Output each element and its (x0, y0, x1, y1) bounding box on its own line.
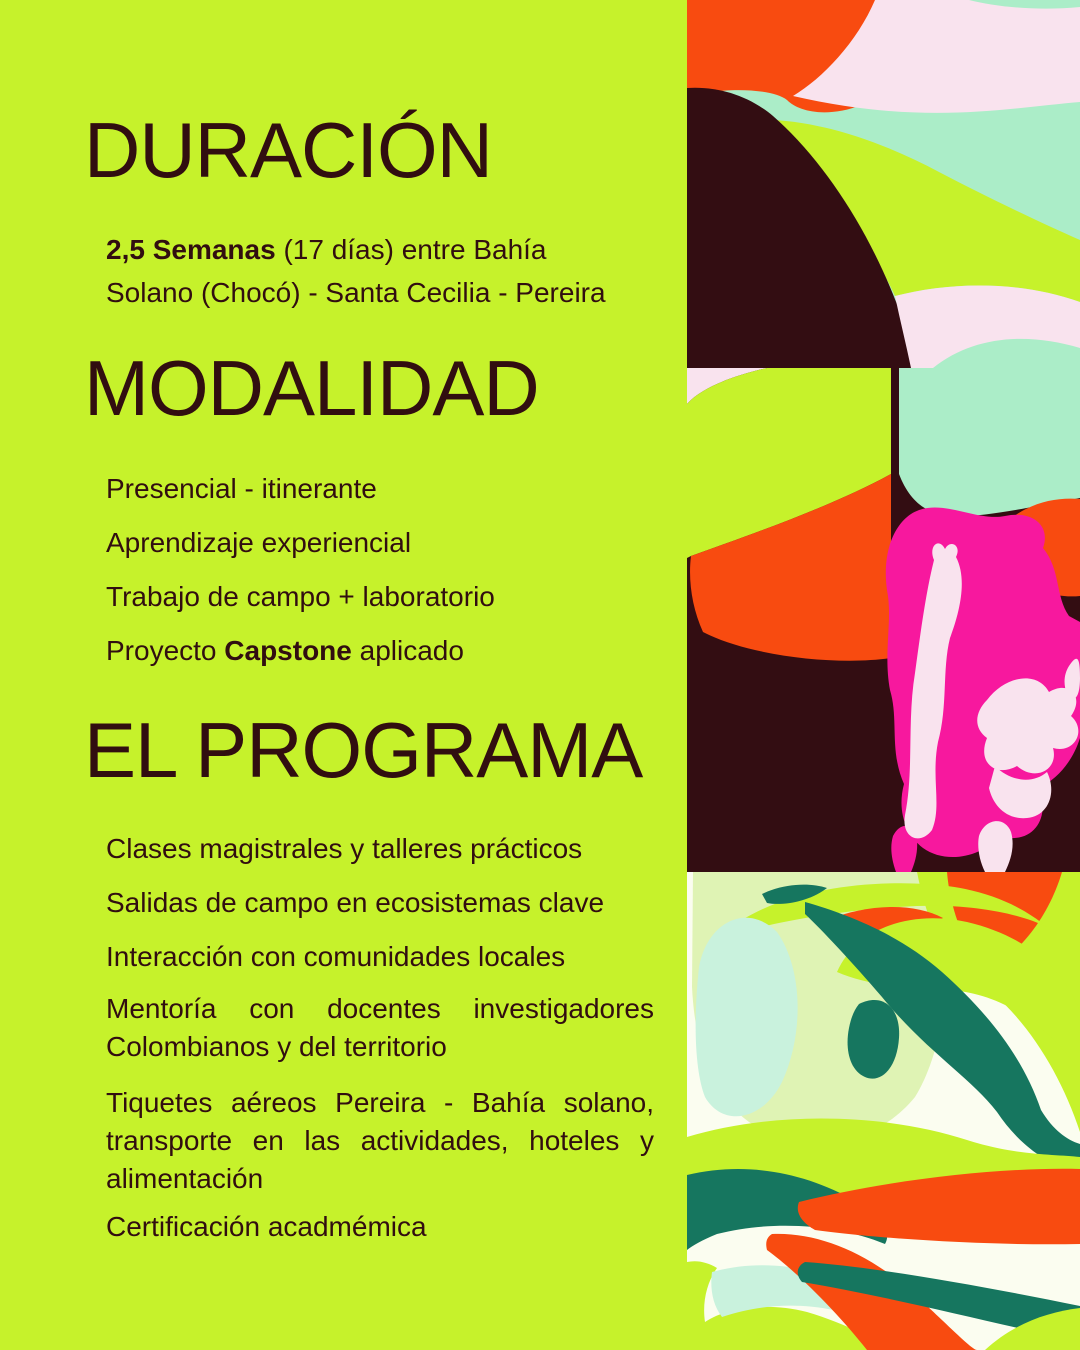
duracion-detail-rest: (17 días) entre Bahía Solano (Chocó) - Santa Cecilia - Pereira (106, 234, 606, 308)
modalidad-item: Presencial - itinerante (106, 473, 377, 504)
programa-item: Tiquetes aéreos Pereira - Bahía solano, transporte en las actividades, hoteles y alimentación (106, 1087, 654, 1194)
section-heading-modalidad: MODALIDAD (84, 344, 539, 432)
capstone-bold: Capstone (224, 635, 352, 666)
programa-item: Salidas de campo en ecosistemas clave (106, 887, 605, 918)
artwork-panel-top (687, 0, 1080, 368)
artwork-panel-bottom (687, 872, 1080, 1350)
programa-item: Interacción con comunidades locales (106, 941, 566, 972)
programa-item: Certificación acadmémica (106, 1211, 427, 1242)
capstone-pre: Proyecto (106, 635, 225, 666)
artwork-column (687, 0, 1080, 1350)
modalidad-item: Aprendizaje experiencial (106, 527, 412, 558)
duracion-detail (106, 228, 606, 314)
programa-item: Mentoría con docentes investigadores Colombianos y del territorio (106, 993, 654, 1062)
programa-item: Clases magistrales y talleres prácticos (106, 833, 583, 864)
artwork-panel-middle (687, 368, 1080, 872)
section-heading-el-programa: EL PROGRAMA (84, 706, 643, 794)
section-heading-duracion: DURACIÓN (84, 106, 493, 194)
p2-mint-top (899, 368, 1080, 516)
capstone-post: aplicado (351, 635, 464, 666)
modalidad-item-capstone (106, 632, 654, 670)
modalidad-item: Trabajo de campo + laboratorio (106, 581, 495, 612)
duracion-detail-bold: 2,5 Semanas (106, 234, 276, 265)
